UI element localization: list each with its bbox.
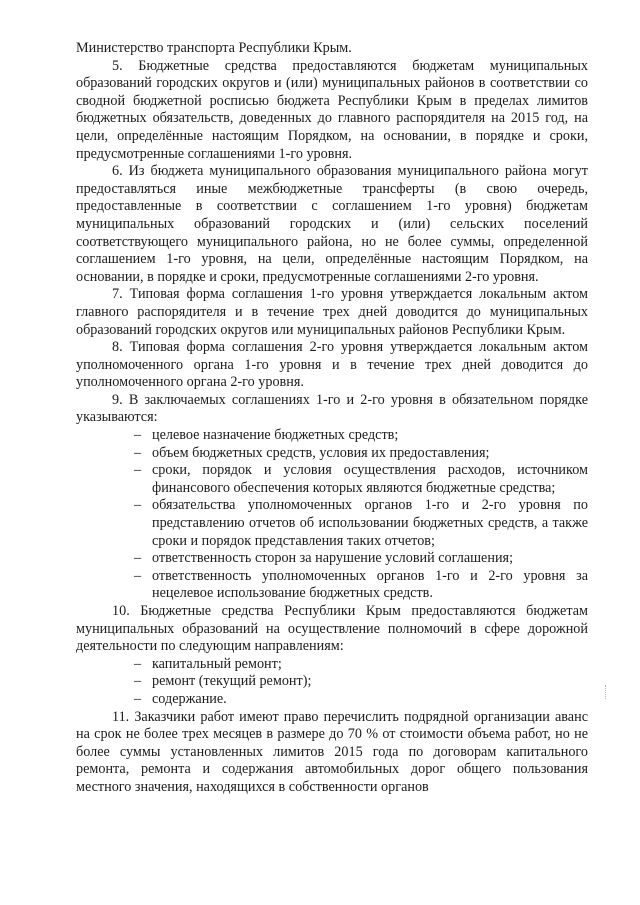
list-item: – ремонт (текущий ремонт); [76, 673, 588, 691]
list-item: – ответственность уполномоченных органов 1-го и 2-го уровня за нецелевое использование бюджетных средств. [76, 568, 588, 603]
agreement-requirements-list [76, 427, 588, 603]
paragraph-7: 7. Типовая форма соглашения 1-го уровня утверждается локальным актом главного распорядителя и в течение трех дней доводится до муниципальных образований городских округов или муниципальных районов Республики Крым. [76, 286, 588, 338]
list-item: – целевое назначение бюджетных средств; [76, 427, 588, 445]
list-item: – содержание. [76, 691, 588, 709]
list-item: – сроки, порядок и условия осуществления расходов, источником финансового обеспечения которых являются бюджетные средства; [76, 462, 588, 497]
list-item: – обязательства уполномоченных органов 1-го и 2-го уровня по представлению отчетов об использовании бюджетных средств, а также сроки и порядок представления таких отчетов; [76, 497, 588, 550]
paragraph-11: 11. Заказчики работ имеют право перечислить подрядной организации аванс на срок не более трех месяцев в размере до 70 % от стоимости объема работ, но не более суммы установленных лимитов 2015 года по договорам капитального ремонта, ремонта и содержания автомобильных дорог общего пользования местного значения, находящихся в собственности органов [76, 708, 588, 795]
road-activity-list [76, 656, 588, 709]
paragraph-intro: Министерство транспорта Республики Крым. [76, 40, 352, 56]
paragraph-9: 9. В заключаемых соглашениях 1-го и 2-го уровня в обязательном порядке указываются: [76, 391, 588, 426]
paragraph-10: 10. Бюджетные средства Республики Крым предоставляются бюджетам муниципальных образований на осуществление полномочий в сфере дорожной деятельности по следующим направлениям: [76, 603, 588, 655]
scan-artifact [605, 685, 609, 699]
paragraph-5: 5. Бюджетные средства предоставляются бюджетам муниципальных образований городских округов и (или) муниципальных районов в соответствии со сводной бюджетной росписью бюджета Республики Крым в пределах лимитов бюджетных обязательств, доведенных до главного распорядителя на 2015 год, на цели, определённые настоящим Порядком, на основании, в порядке и сроки, предусмотренные соглашениями 1-го уровня. [76, 57, 588, 162]
list-item: – объем бюджетных средств, условия их предоставления; [76, 445, 588, 463]
paragraph-8: 8. Типовая форма соглашения 2-го уровня утверждается локальным актом уполномоченного органа 1-го уровня и в течение трех дней доводится до уполномоченного органа 2-го уровня. [76, 339, 588, 391]
paragraph-6: 6. Из бюджета муниципального образования муниципального района могут предоставляться иные межбюджетные трансферты (в свою очередь, предоставленные в соответствии с соглашением 1-го уровня) бюджетам муниципальных образований городских и (или) сельских поселений соответствующего муниципального района, но не более суммы, определенной соглашением 1-го уровня, на цели, определённые настоящим Порядком, на основании, в порядке и сроки, предусмотренные соглашениями 2-го уровня. [76, 163, 588, 285]
list-item: – капитальный ремонт; [76, 656, 588, 674]
document-body [76, 40, 588, 797]
list-item: – ответственность сторон за нарушение условий соглашения; [76, 550, 588, 568]
